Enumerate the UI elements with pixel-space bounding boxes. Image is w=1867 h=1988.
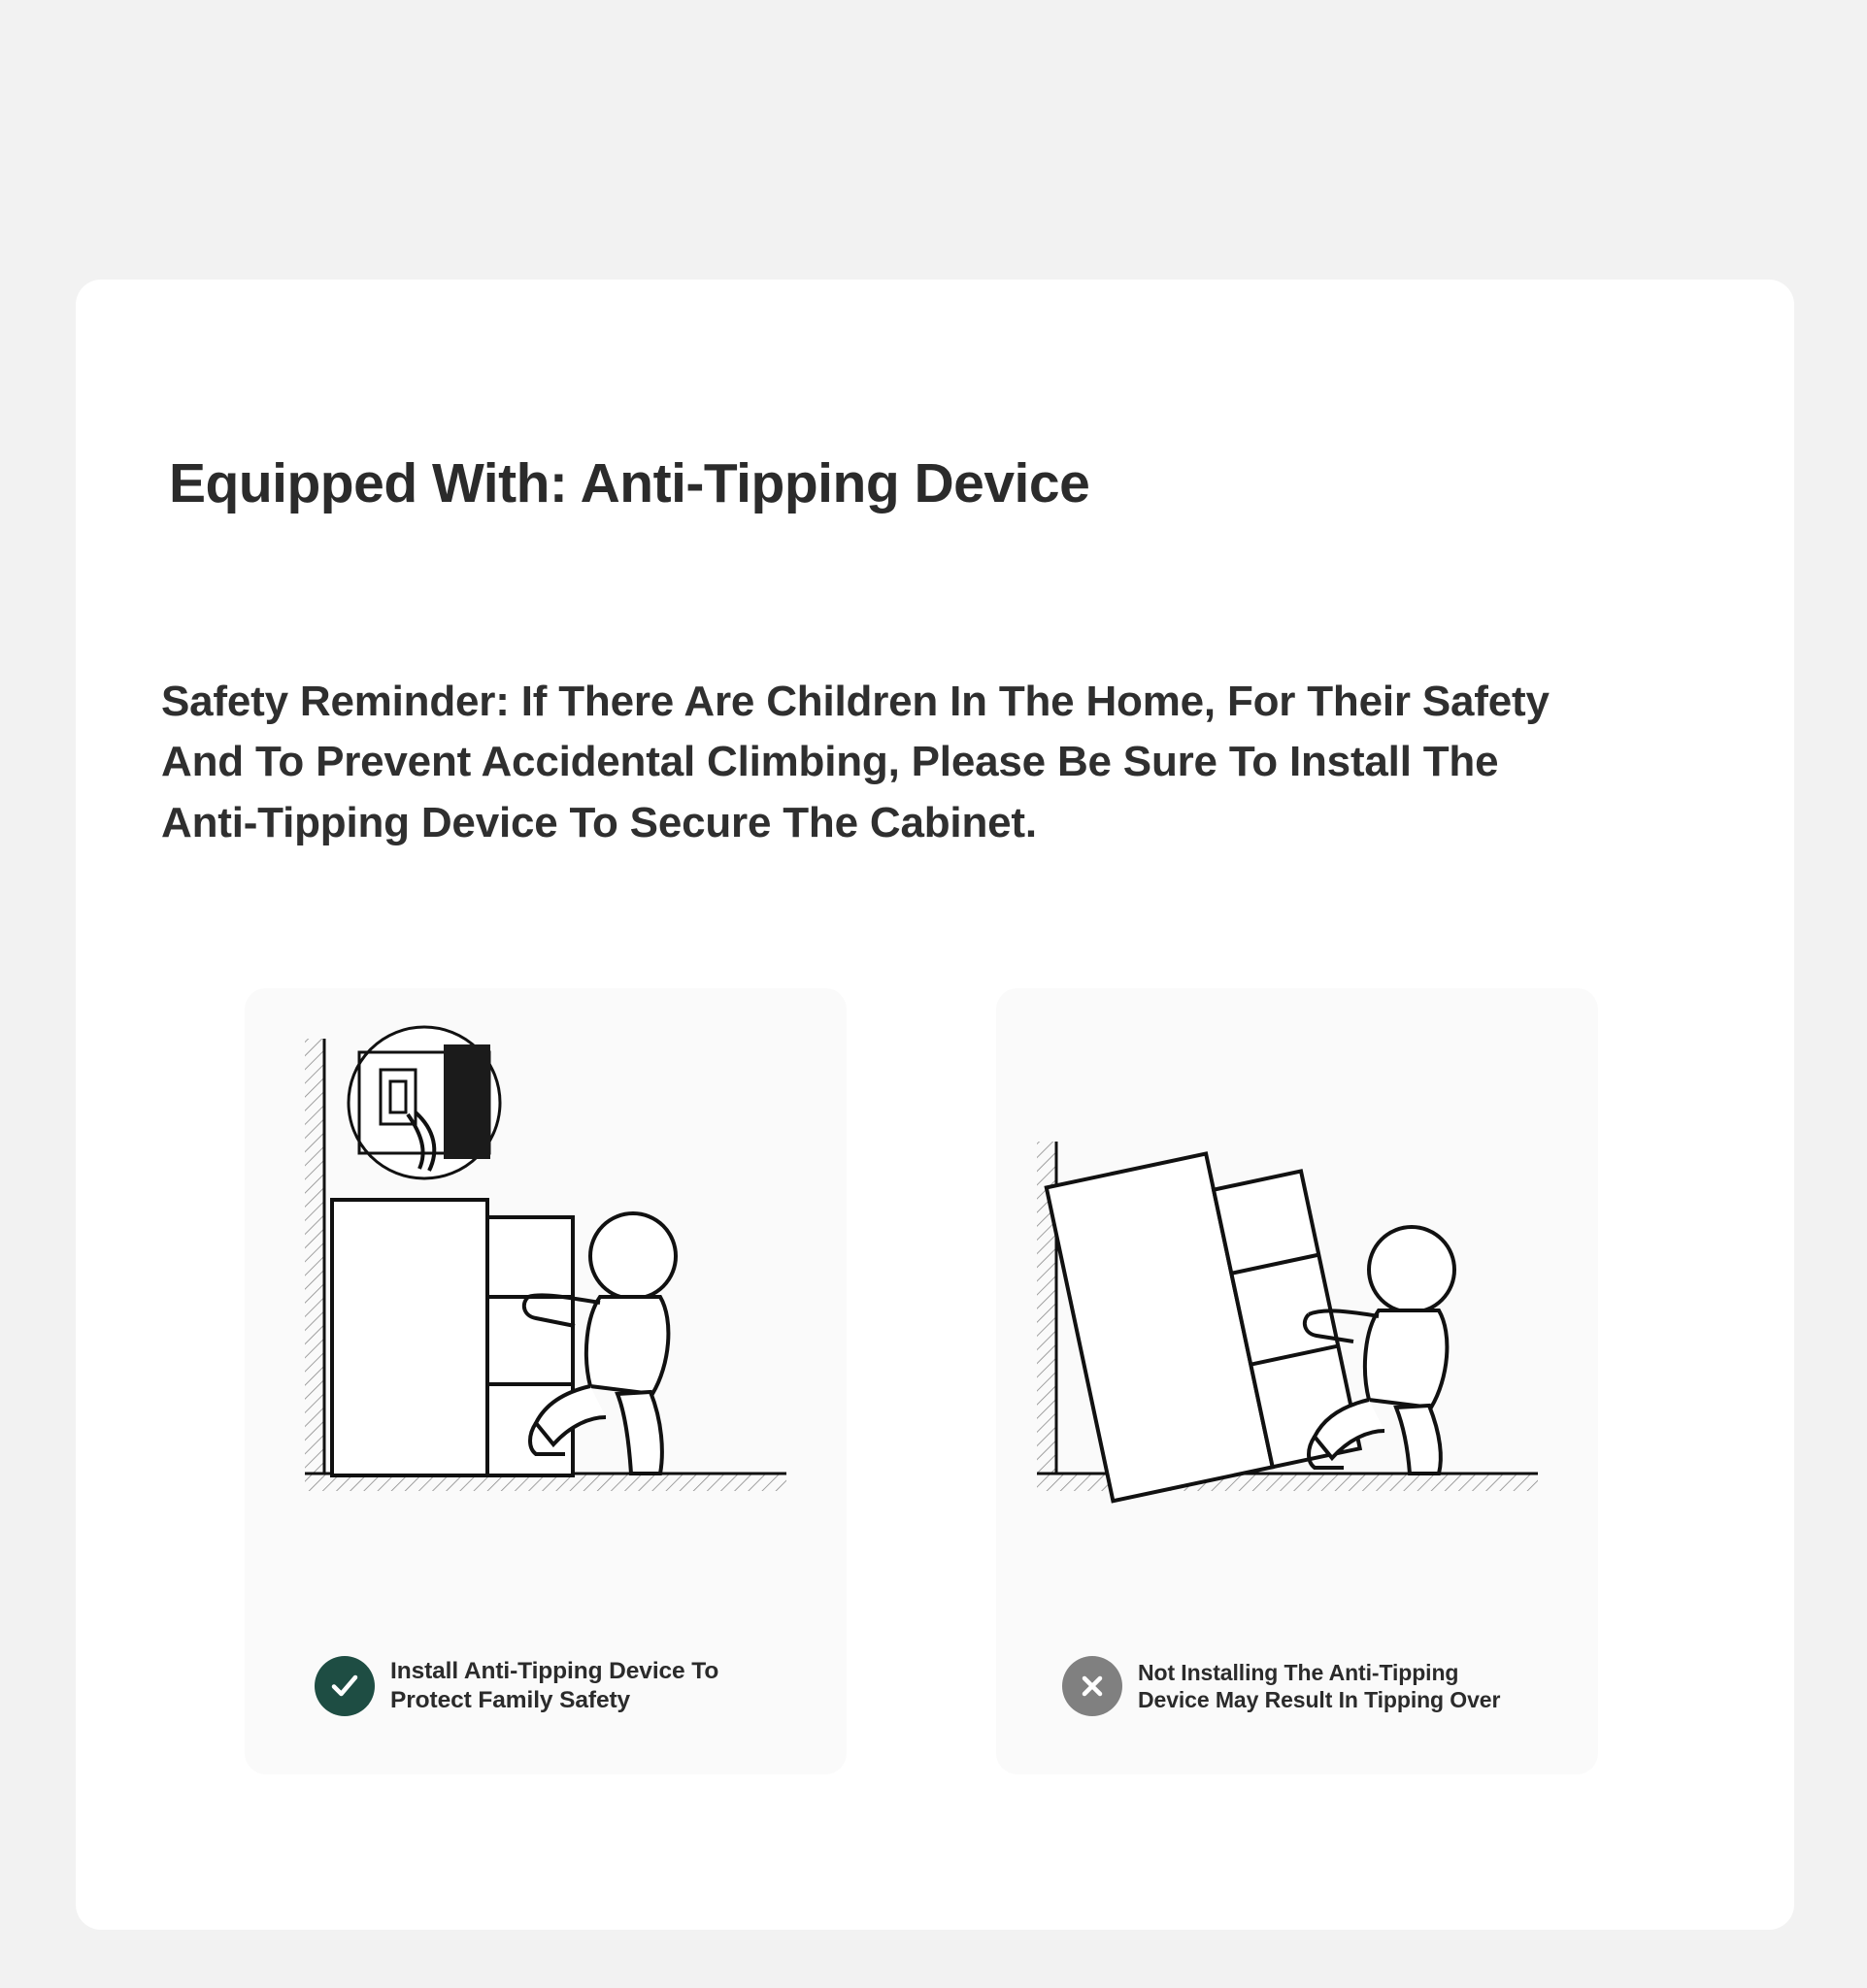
- caption-correct: [245, 1656, 847, 1716]
- illustration-panels: [161, 988, 1715, 1794]
- content-card: [76, 280, 1794, 1930]
- panel-correct: [245, 988, 847, 1774]
- caption-correct-text: Install Anti-Tipping Device To Protect Family Safety: [390, 1658, 719, 1713]
- illustration-cabinet-tipping: [996, 1006, 1598, 1588]
- caption-incorrect: [996, 1656, 1598, 1716]
- safety-reminder-text: Safety Reminder: If There Are Children In The Home, For Their Safety And To Prevent Accidental Climbing, Please Be Sure To Install The Anti-Tipping Device To Secure The Cabinet.: [161, 678, 1550, 846]
- check-icon: [315, 1656, 375, 1716]
- page-title: Equipped With: Anti-Tipping Device: [169, 452, 1090, 515]
- cross-icon: [1062, 1656, 1122, 1716]
- illustration-cabinet-secured: [245, 1006, 847, 1588]
- panel-incorrect: [996, 988, 1598, 1774]
- caption-incorrect-text: Not Installing The Anti-Tipping Device May Result In Tipping Over: [1138, 1659, 1501, 1712]
